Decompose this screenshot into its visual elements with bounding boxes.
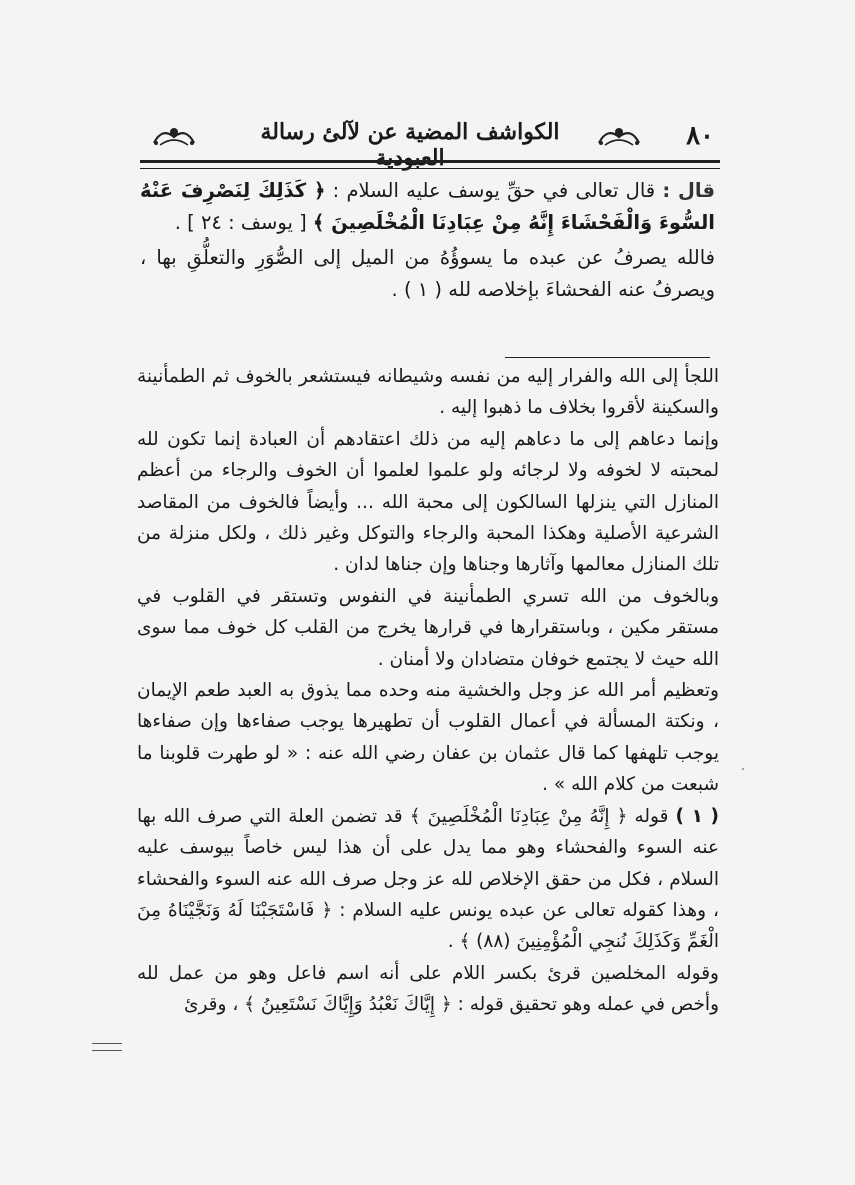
footnote-paragraph: وإنما دعاهم إلى ما دعاهم إليه من ذلك اعتقادهم أن العبادة إنما تكون لله لمحبته لا لخوفه ولا لرجائه ولو علموا لعلموا أن الخوف والرجاء من أعظم المنازل التي ينزلها السالكون إلى محبة الله ... وأيضاً فالخوف من المقاصد الشرعية الأصلية وهكذا المحبة والرجاء والتوكل وغير ذلك ، ولكل منزلة من تلك المنازل معالمها وآثارها وجناها وإن جناها لدان .	[137, 428, 719, 576]
footnote-1	[137, 801, 719, 958]
main-paragraph-2	[140, 242, 715, 306]
footnote-paragraph: وقوله المخلصين قرئ بكسر اللام على أنه اسم فاعل وهو من عمل لله وأخص في عمله وهو تحقيق قوله : ﴿ إِيَّاكَ نَعْبُدُ وَإِيَّاكَ نَسْتَعِينُ ﴾ ، وقرئ	[137, 962, 719, 1016]
footnote-reference: ( ١ )	[403, 278, 443, 301]
paragraph-text: فالله يصرفُ عن عبده ما يسوؤُهُ من الميل إلى الصُّوَرِ والتعلُّقِ بها ، ويصرفُ عنه الفحشاءَ بإخلاصه لله	[140, 246, 715, 301]
quran-verse: ﴿ كَذَلِكَ لِنَصْرِفَ عَنْهُ السُّوءَ وَالْفَحْشَاءَ إِنَّهُ مِنْ عِبَادِنَا الْمُخْلَصِينَ ﴾	[140, 179, 715, 234]
footnotes	[137, 361, 719, 1021]
running-title: الكواشف المضية عن لآلئ رسالة العبودية	[260, 119, 560, 171]
scan-speck	[742, 768, 744, 770]
footnote-number: ( ١ )	[675, 805, 719, 827]
footnote-separator	[505, 357, 710, 358]
footnote-paragraph: اللجأ إلى الله والفرار إليه من نفسه وشيطانه فيستشعر بالخوف ثم الطمأنينة والسكينة لأقروا بخلاف ما ذهبوا إليه .	[137, 366, 719, 419]
page-number: ٨٠	[686, 121, 714, 151]
paragraph-end: .	[391, 278, 398, 301]
main-paragraph-1	[140, 175, 715, 239]
margin-mark	[92, 1043, 122, 1051]
footnote-text: قوله ﴿ إِنَّهُ مِنْ عِبَادِنَا الْمُخْلَصِينَ ﴾ قد تضمن العلة التي صرف الله بها عنه السوء والفحشاء وهو مما يدل على أن هذا ليس خاصاً بيوسف عليه السلام ، فكل من حقق الإخلاص لله عز وجل صرف الله عنه السوء والفحشاء ، وهذا كقوله تعالى عن عبده يونس عليه السلام : ﴿ فَاسْتَجَبْنَا لَهُ وَنَجَّيْنَاهُ مِنَ الْغَمِّ وَكَذَلِكَ نُنجِي الْمُؤْمِنِينَ (٨٨) ﴾ .	[137, 805, 719, 953]
paragraph-text: قال تعالى في حقِّ يوسف عليه السلام :	[332, 179, 656, 202]
footnote-paragraph: وتعظيم أمر الله عز وجل والخشية منه وحده مما يذوق به العبد طعم الإيمان ، ونكتة المسألة في أعمال القلوب أن تطهيرها يوجب صفاءها وإن صفاءها يوجب تلهفها كما قال عثمان بن عفان رضي الله عنه : « لو طهرت قلوبنا ما شبعت من كلام الله » .	[137, 680, 719, 796]
main-text	[140, 175, 715, 309]
floral-ornament-icon	[150, 123, 198, 149]
floral-ornament-icon	[595, 123, 643, 149]
header-rule	[140, 160, 720, 163]
header-rule-thin	[140, 168, 720, 169]
footnote-paragraph: وبالخوف من الله تسري الطمأنينة في النفوس وتستقر في القلوب في مستقر مكين ، وباستقرارها في قرارها يخرج من القلب كل خوف مما سوى الله حيث لا يجتمع خوفان متضادان ولا أمنان .	[137, 585, 719, 670]
page-header	[140, 115, 720, 171]
verse-reference: [ يوسف : ٢٤ ] .	[174, 211, 307, 234]
paragraph-label: قال :	[662, 179, 715, 202]
